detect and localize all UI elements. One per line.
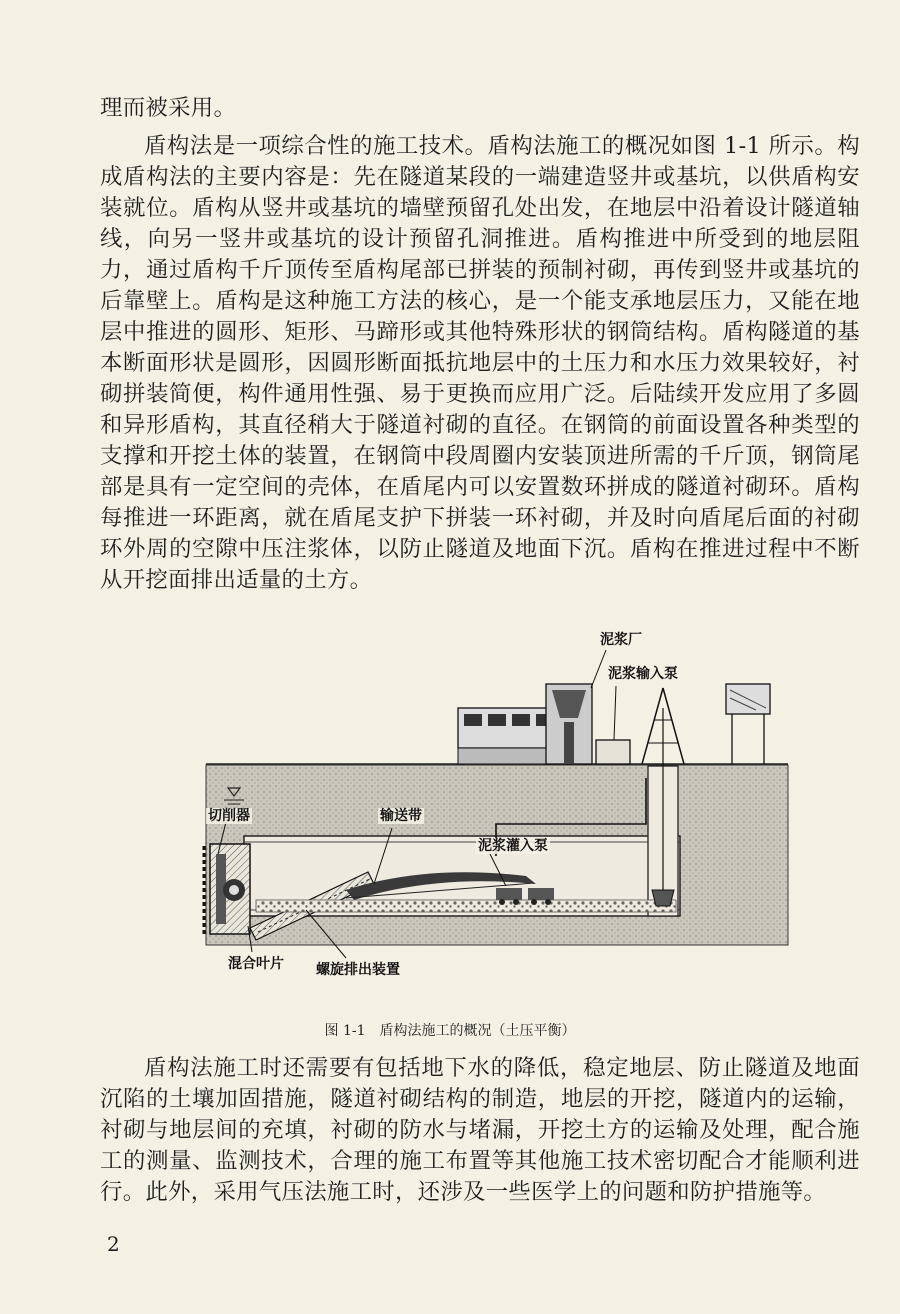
slurry-input-pump-box	[596, 740, 630, 764]
shield-machine	[204, 844, 250, 934]
paragraph-shield-method-overview: 盾构法是一项综合性的施工技术。盾构法施工的概况如图 1-1 所示。构成盾构法的主要内容是：先在隧道某段的一端建造竖井或基坑，以供盾构安装就位。盾构从竖井或基坑的墙壁预留孔处出发，在地层中沿着设计隧道轴线，向另一竖井或基坑的设计预留孔洞推进。盾构推进中所受到的地层阻力，通过盾构千斤顶传至盾构尾部已拼装的预制衬砌，再传到竖井或基坑的后靠壁上。盾构是这种施工方法的核心，是一个能支承地层压力，又能在地层中推进的圆形、矩形、马蹄形或其他特殊形状的钢筒结构。盾构隧道的基本断面形状是圆形，因圆形断面抵抗地层中的土压力和水压力效果较好，衬砌拼装简便，构件通用性强、易于更换而应用广泛。后陆续开发应用了多圆和异形盾构，其直径稍大于隧道衬砌的直径。在钢筒的前面设置各种类型的支撑和开挖土体的装置，在钢筒中段周圈内安装顶进所需的千斤顶，钢筒尾部是具有一定空间的壳体，在盾尾内可以安置数环拼成的隧道衬砌环。盾构每推进一环距离，就在盾尾支护下拼装一环衬砌，并及时向盾尾后面的衬砌环外周的空隙中压注浆体，以防止隧道及地面下沉。盾构在推进过程中不断从开挖面排出适量的土方。	[100, 133, 860, 593]
label-slurry-plant: 泥浆厂	[600, 632, 642, 648]
label-slurry-injection-pump: 泥浆灌入泵	[478, 838, 548, 854]
muck-bed	[256, 900, 676, 912]
figure-shield-construction	[196, 628, 796, 1018]
spoil-hopper	[726, 684, 770, 764]
paragraph-continuation: 理而被采用。	[100, 95, 237, 121]
paragraph-auxiliary-techniques: 盾构法施工时还需要有包括地下水的降低，稳定地层、防止隧道及地面沉陷的土壤加固措施，隧道衬砌结构的制造，地层的开挖，隧道内的运输，衬砌与地层间的充填，衬砌的防水与堵漏，开挖土方的运输及处理，配合施工的测量、监测技术，合理的施工布置等其他施工技术密切配合才能顺利进行。此外，采用气压法施工时，还涉及一些医学上的问题和防护措施等。	[100, 1055, 860, 1205]
label-screw-discharge: 螺旋排出装置	[316, 962, 400, 978]
page-number: 2	[107, 1232, 120, 1256]
hoist-bucket	[652, 890, 674, 906]
label-mixing-blade: 混合叶片	[228, 956, 284, 972]
label-slurry-input-pump: 泥浆输入泵	[608, 666, 678, 682]
label-conveyor: 输送带	[380, 808, 422, 824]
label-cutter: 切削器	[208, 808, 250, 824]
shield-construction-diagram	[196, 628, 796, 1018]
slurry-plant-building	[458, 684, 592, 764]
figure-caption: 图 1-1 盾构法施工的概况（土压平衡）	[324, 1023, 576, 1039]
